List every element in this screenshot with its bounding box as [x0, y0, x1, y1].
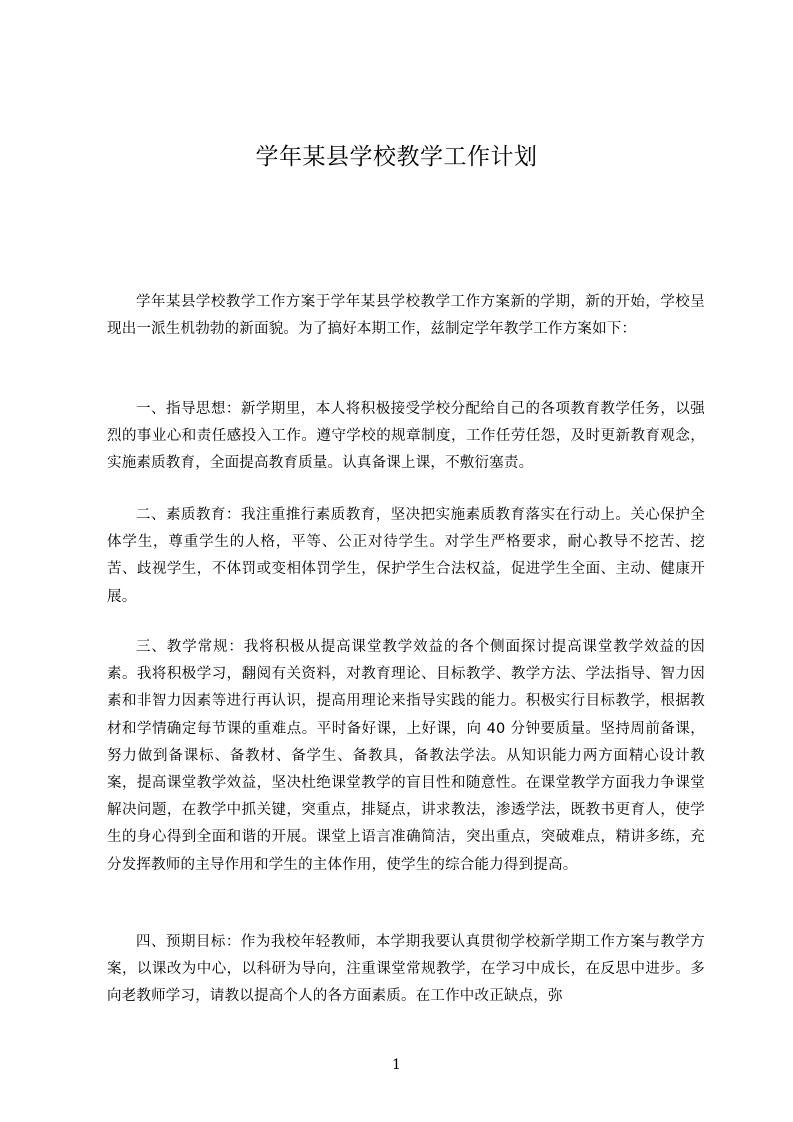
- guiding-ideology-paragraph: 一、指导思想：新学期里，本人将积极接受学校分配给自己的各项教育教学任务，以强烈的事业心和责任感投入工作。遵守学校的规章制度，工作任劳任怨，及时更新教育观念，实施素质教育，全面提高教育质量。认真备课上课，不敷衍塞责。: [107, 401, 705, 472]
- intro-paragraph: 学年某县学校教学工作方案于学年某县学校教学工作方案新的学期，新的开始，学校呈现出一派生机勃勃的新面貌。为了搞好本期工作，兹制定学年教学工作方案如下：: [107, 294, 705, 338]
- page-number: 1: [392, 1057, 401, 1073]
- document-title: 学年某县学校教学工作计划: [255, 144, 538, 170]
- teaching-routine-paragraph: 三、教学常规：我将积极从提高课堂教学效益的各个侧面探讨提高课堂教学效益的因素。我将积极学习，翻阅有关资料，对教育理论、目标教学、教学方法、学法指导、智力因素和非智力因素等进行再认识，提高用理论来指导实践的能力。积极实行目标教学，根据教材和学情确定每节课的重难点。平时备好课，上好课，向 40 分钟要质量。坚持周前备课，努力做到备课标、备教材、备学生、备教具，备教法学法。从知识能力两方面精心设计教案，提高课堂教学效益，坚决杜绝课堂教学的盲目性和随意性。在课堂教学方面我力争课堂解决问题，在教学中抓关键，突重点，排疑点，讲求教法，渗透学法，既教书更育人，使学生的身心得到全面和谐的开展。课堂上语言准确简洁，突出重点，突破难点，精讲多练，充分发挥教师的主导作用和学生的主体作用，使学生的综合能力得到提高。: [107, 639, 705, 873]
- expected-goals-paragraph: 四、预期目标：作为我校年轻教师，本学期我要认真贯彻学校新学期工作方案与教学方案，以课改为中心，以科研为导向，注重课堂常规教学，在学习中成长，在反思中进步。多向老教师学习，请教以提高个人的各方面素质。在工作中改正缺点，弥: [107, 934, 705, 1005]
- quality-education-paragraph: 二、素质教育：我注重推行素质教育，坚决把实施素质教育落实在行动上。关心保护全体学生，尊重学生的人格，平等、公正对待学生。对学生严格要求，耐心教导不挖苦、挖苦、歧视学生，不体罚或变相体罚学生，保护学生合法权益，促进学生全面、主动、健康开展。: [107, 507, 705, 605]
